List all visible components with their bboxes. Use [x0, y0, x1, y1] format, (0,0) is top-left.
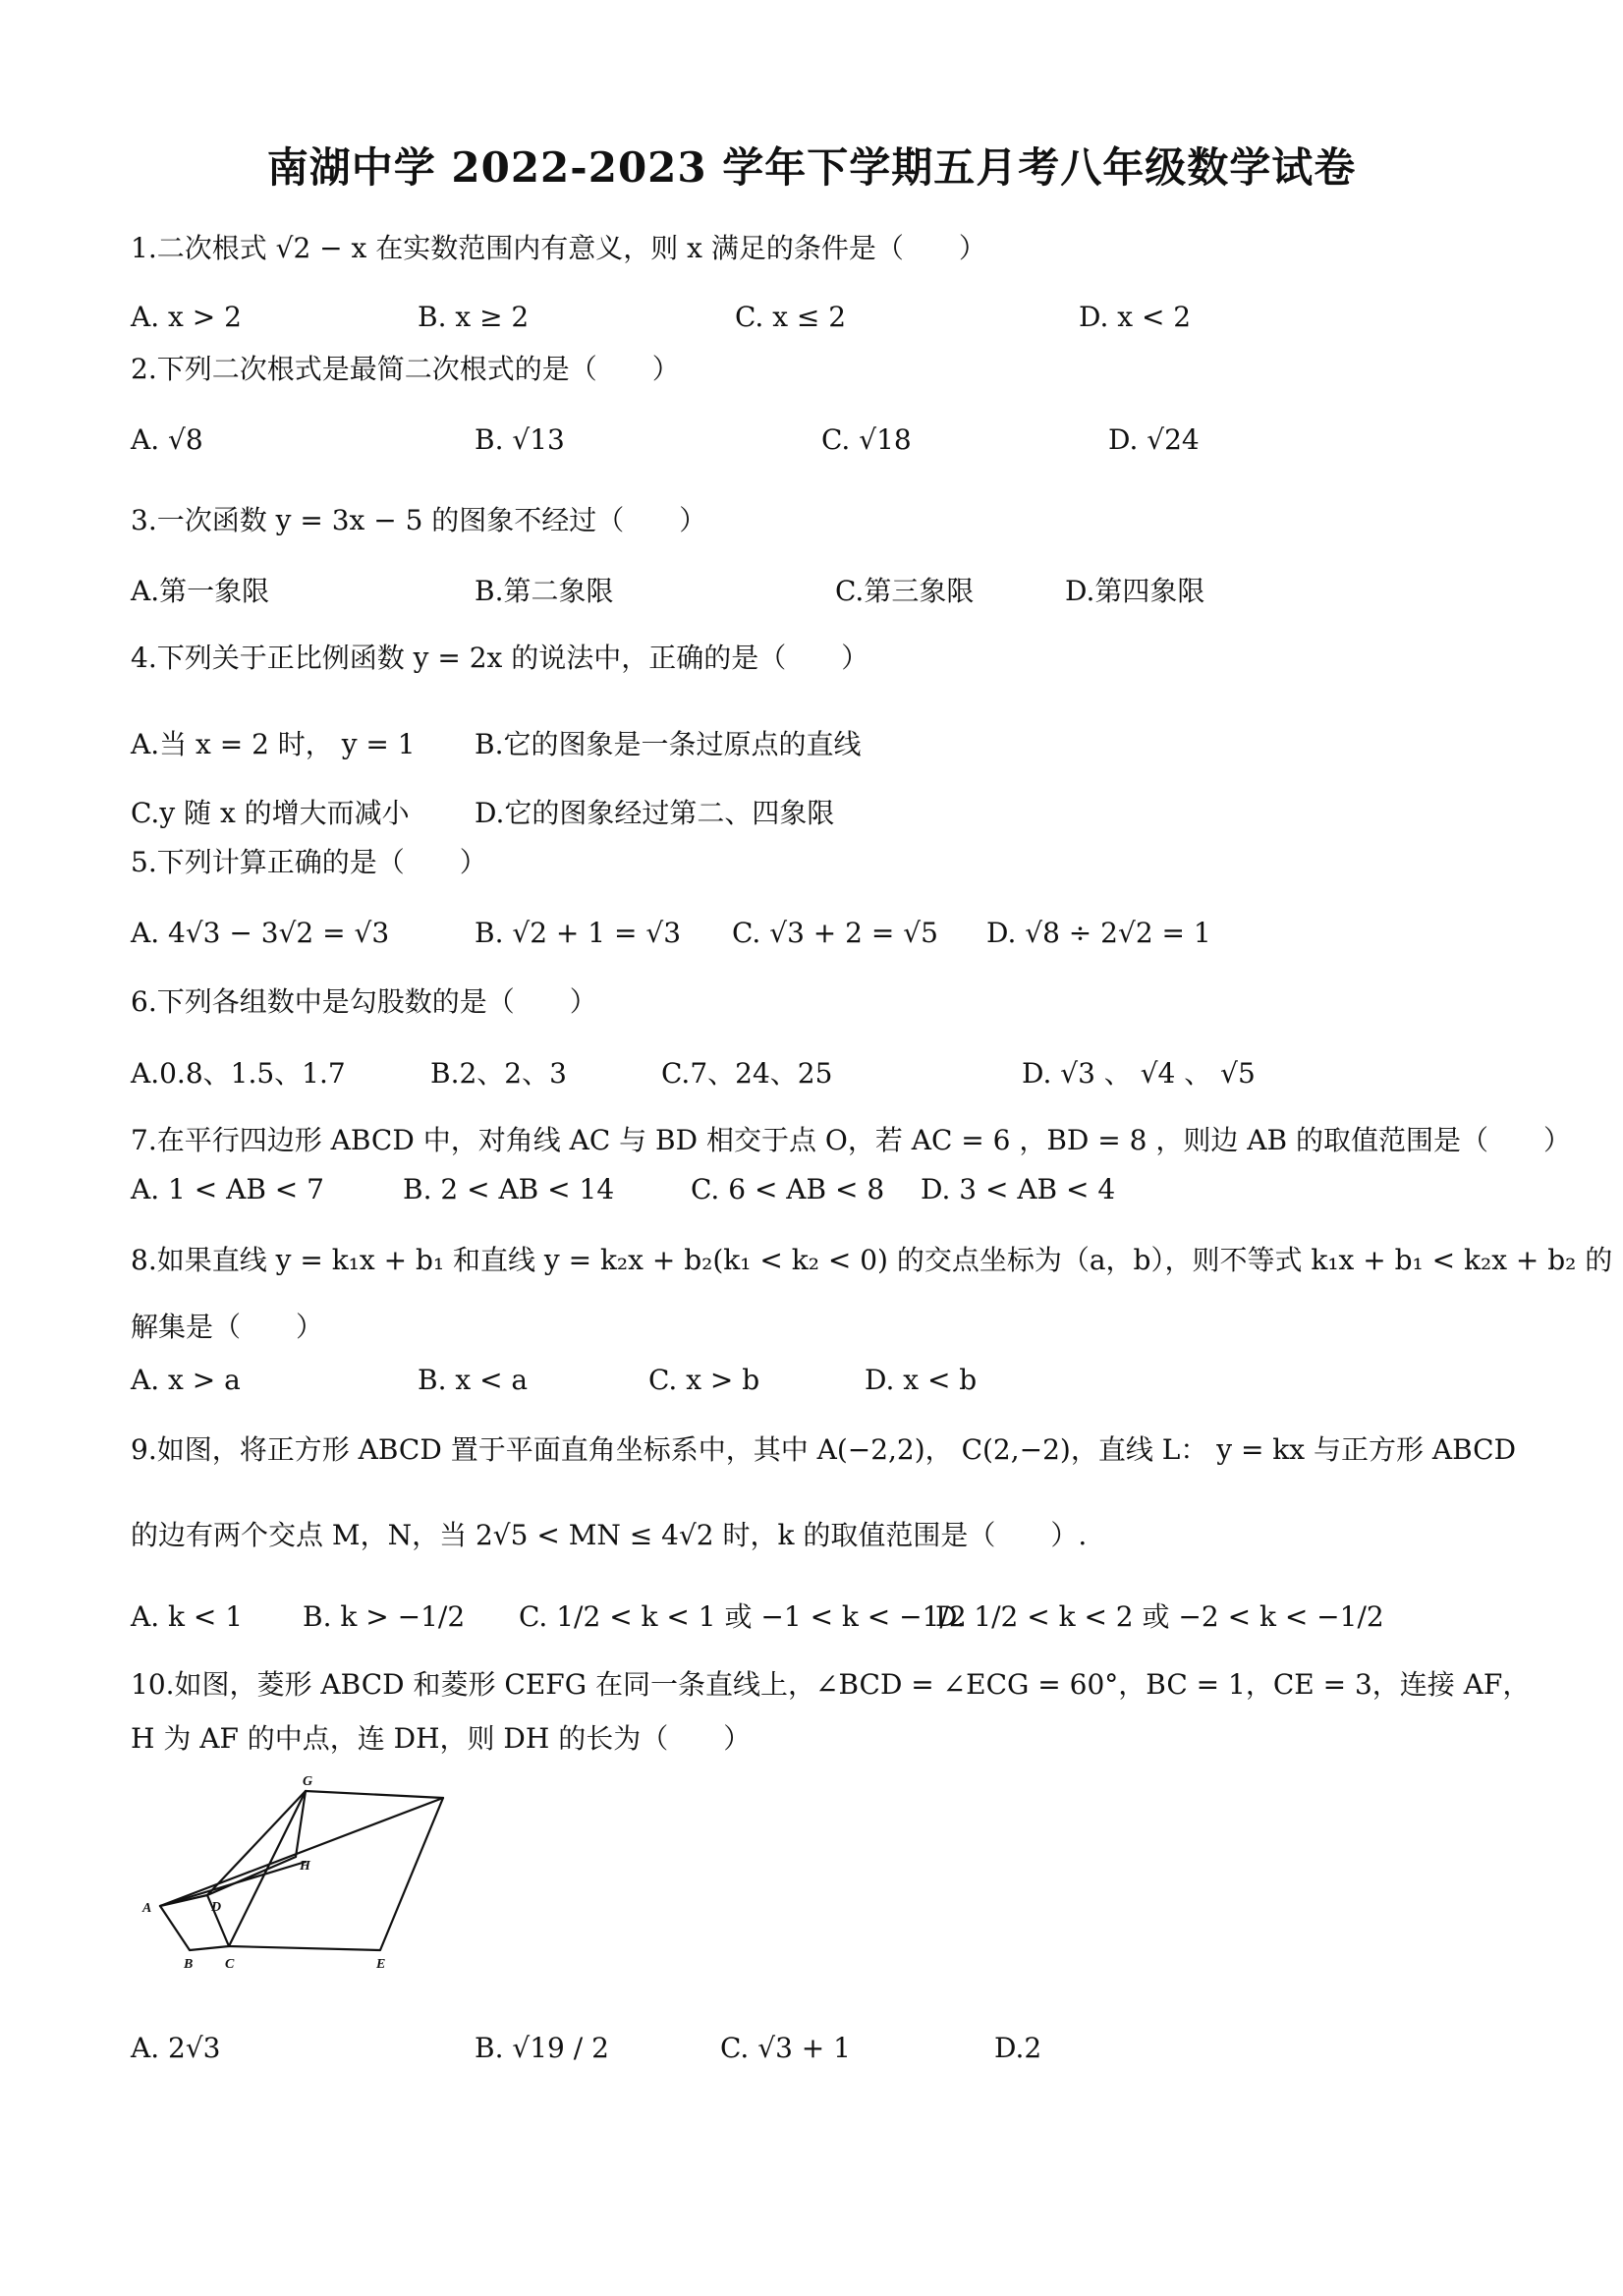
q2-option-a: A. √8 [131, 423, 203, 456]
question-9-line-2: 的边有两个交点 M，N，当 2√5 < MN ≤ 4√2 时，k 的取值范围是（ ）. [131, 1519, 1088, 1551]
label-a: A [142, 1901, 152, 1916]
question-1: 1.二次根式 √2 − x 在实数范围内有意义，则 x 满足的条件是（ ） [131, 232, 986, 264]
q2-option-c: C. √18 [821, 423, 912, 456]
q4-option-d: D.它的图象经过第二、四象限 [475, 797, 835, 829]
q6-option-b: B.2、2、3 [430, 1057, 567, 1090]
q4-option-c: C.y 随 x 的增大而减小 [131, 797, 410, 829]
q5-option-a: A. 4√3 − 3√2 = √3 [131, 917, 390, 949]
question-9: 9.如图，将正方形 ABCD 置于平面直角坐标系中，其中 A(−2,2)， C(2,−2)，直线 L： y = kx 与正方形 ABCD [131, 1433, 1517, 1466]
q9-option-b: B. k > −1/2 [303, 1600, 466, 1633]
q3-option-a: A.第一象限 [131, 575, 270, 607]
question-5: 5.下列计算正确的是（ ） [131, 846, 487, 878]
q8-option-c: C. x > b [648, 1364, 760, 1396]
question-8-line-2: 解集是（ ） [131, 1311, 324, 1343]
question-3: 3.一次函数 y = 3x − 5 的图象不经过（ ） [131, 504, 707, 536]
q10-option-a: A. 2√3 [131, 2032, 221, 2064]
rhombus-cefg [229, 1791, 443, 1950]
label-c: C [225, 1957, 235, 1972]
question-7: 7.在平行四边形 ABCD 中，对角线 AC 与 BD 相交于点 O，若 AC = 6 ，BD = 8 ，则边 AB 的取值范围是（ ） [131, 1124, 1571, 1156]
label-b: B [184, 1957, 194, 1972]
q7-option-c: C. 6 < AB < 8 [691, 1173, 885, 1205]
question-6: 6.下列各组数中是勾股数的是（ ） [131, 985, 597, 1018]
rhombus-figure [131, 1773, 445, 1975]
q10-option-d: D.2 [994, 2032, 1042, 2064]
q8-option-b: B. x < a [418, 1364, 529, 1396]
question-10: 10.如图，菱形 ABCD 和菱形 CEFG 在同一条直线上，∠BCD = ∠ECG = 60°，BC = 1，CE = 3，连接 AF， [131, 1668, 1531, 1701]
q6-option-a: A.0.8、1.5、1.7 [131, 1057, 346, 1090]
q9-option-c: C. 1/2 < k < 1 或 −1 < k < −1/2 [519, 1600, 967, 1633]
q1-option-a: A. x > 2 [131, 301, 242, 333]
q4-option-a: A.当 x = 2 时， y = 1 [131, 728, 416, 760]
q3-option-b: B.第二象限 [475, 575, 614, 607]
q1-option-b: B. x ≥ 2 [418, 301, 530, 333]
question-4: 4.下列关于正比例函数 y = 2x 的说法中，正确的是（ ） [131, 642, 869, 674]
q5-option-b: B. √2 + 1 = √3 [475, 917, 682, 949]
q10-option-b: B. √19 / 2 [475, 2032, 609, 2064]
q10-option-c: C. √3 + 1 [720, 2032, 851, 2064]
q5-option-c: C. √3 + 2 = √5 [732, 917, 938, 949]
q9-option-a: A. k < 1 [131, 1600, 244, 1633]
q8-option-d: D. x < b [865, 1364, 978, 1396]
q9-option-d: D. 1/2 < k < 2 或 −2 < k < −1/2 [935, 1600, 1384, 1633]
q8-option-a: A. x > a [131, 1364, 241, 1396]
q5-option-d: D. √8 ÷ 2√2 = 1 [986, 917, 1211, 949]
question-10-line-2: H 为 AF 的中点，连 DH，则 DH 的长为（ ） [131, 1722, 752, 1755]
question-2: 2.下列二次根式是最简二次根式的是（ ） [131, 353, 680, 385]
q1-option-d: D. x < 2 [1079, 301, 1192, 333]
segment-d-g [207, 1791, 306, 1895]
q2-option-b: B. √13 [475, 423, 565, 456]
label-e: E [376, 1957, 386, 1972]
q7-option-b: B. 2 < AB < 14 [403, 1173, 615, 1205]
q7-option-d: D. 3 < AB < 4 [921, 1173, 1116, 1205]
q1-option-c: C. x ≤ 2 [735, 301, 847, 333]
segment-dh [207, 1857, 296, 1895]
page-title: 南湖中学 2022-2023 学年下学期五月考八年级数学试卷 [266, 143, 1357, 192]
q3-option-d: D.第四象限 [1065, 575, 1205, 607]
q6-option-c: C.7、24、25 [661, 1057, 833, 1090]
q7-option-a: A. 1 < AB < 7 [131, 1173, 324, 1205]
q6-option-d: D. √3 、 √4 、 √5 [1022, 1057, 1256, 1090]
question-8: 8.如果直线 y = k₁x + b₁ 和直线 y = k₂x + b₂(k₁ < k₂ < 0) 的交点坐标为（a，b），则不等式 k₁x + b₁ < k₂x + b₂ 的 [131, 1244, 1613, 1276]
q4-option-b: B.它的图象是一条过原点的直线 [475, 728, 862, 760]
label-h: H [300, 1859, 310, 1874]
label-d: D [211, 1900, 222, 1915]
q3-option-c: C.第三象限 [835, 575, 975, 607]
label-g: G [303, 1774, 313, 1789]
q2-option-d: D. √24 [1108, 423, 1200, 456]
